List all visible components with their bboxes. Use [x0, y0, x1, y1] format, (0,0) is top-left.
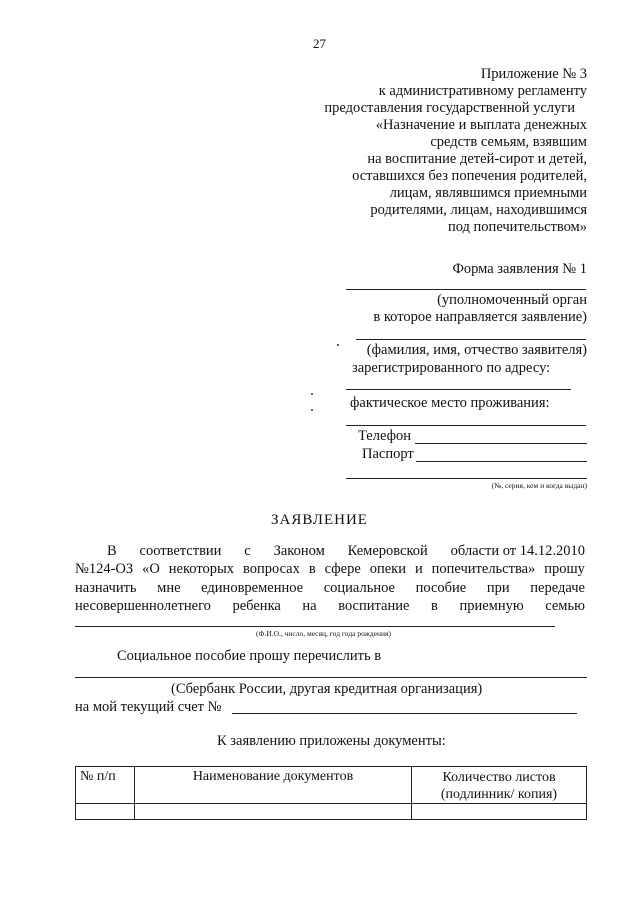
word: пособие: [415, 580, 467, 596]
table-cell[interactable]: [76, 804, 135, 820]
child-info-line[interactable]: [75, 626, 555, 627]
word: в: [431, 598, 438, 614]
word: ребенка: [232, 598, 281, 614]
word: «О: [142, 561, 160, 577]
word: сфере: [324, 561, 361, 577]
word: Кемеровской: [347, 543, 428, 559]
scan-speck: [311, 409, 313, 411]
word: семью: [545, 598, 585, 614]
passport-caption: (№, серия, кем и когда выдан): [491, 481, 587, 490]
appendix-line: родителями, лицам, находившимся: [370, 202, 587, 218]
applicant-caption: (фамилия, имя, отчество заявителя): [366, 342, 587, 358]
bank-field-line[interactable]: [75, 677, 587, 678]
page-number: 27: [313, 36, 326, 51]
form-label: Форма заявления № 1: [452, 261, 587, 277]
body-line-1: [75, 543, 585, 560]
word: попечительства»: [431, 561, 536, 577]
phone-label: Телефон: [358, 428, 411, 444]
child-caption: (Ф.И.О., число, месяц, год года рождения): [256, 629, 391, 638]
col-name-header: Наименование документов: [135, 767, 412, 804]
body-line-2: [75, 561, 585, 578]
actual-residence-line[interactable]: [346, 425, 586, 426]
col-sheets-line-1: Количество листов: [442, 770, 556, 785]
word: вопросах: [242, 561, 300, 577]
appendix-line: Приложение № 3: [480, 66, 587, 82]
appendix-line: к административному регламенту: [378, 83, 587, 99]
document-title: ЗАЯВЛЕНИЕ: [271, 512, 368, 528]
word: в: [308, 561, 316, 577]
appendix-line: «Назначение и выплата денежных: [375, 117, 587, 133]
word: социальное: [323, 580, 395, 596]
appendix-line: средств семьям, взявшим: [430, 134, 587, 150]
authority-caption-1: (уполномоченный орган: [437, 292, 587, 308]
account-number-line[interactable]: [232, 713, 577, 714]
word: назначить: [75, 580, 137, 596]
appendix-line: на воспитание детей-сирот и детей,: [367, 151, 587, 167]
word: при: [486, 580, 510, 596]
appendix-line: лицам, являвшимся приемными: [389, 185, 587, 201]
word: мне: [157, 580, 181, 596]
authority-caption-2: в которое направляется заявление): [373, 309, 587, 325]
col-number-header: № п/п: [76, 767, 135, 804]
col-sheets-line-2: (подлинник/ копия): [440, 787, 558, 802]
word: и: [414, 561, 423, 577]
actual-residence-label: фактическое место проживания:: [350, 395, 550, 411]
word: прошу: [544, 561, 585, 577]
word: №124-ОЗ: [75, 561, 134, 577]
authority-field-line[interactable]: [346, 289, 586, 290]
appendix-line: под попечительством»: [447, 219, 587, 235]
passport-issued-line[interactable]: [346, 478, 587, 479]
word: В: [107, 543, 117, 559]
word: несовершеннолетнего: [75, 598, 211, 614]
documents-heading: К заявлению приложены документы:: [217, 733, 446, 749]
payment-request: Социальное пособие прошу перечислить в: [117, 648, 382, 664]
word: соответствии: [139, 543, 222, 559]
word: опеки: [369, 561, 406, 577]
table-header-row: [76, 767, 587, 804]
documents-table: [75, 766, 587, 820]
appendix-line: предоставления государственной услуги: [324, 100, 575, 116]
word: приемную: [459, 598, 524, 614]
registered-address-line[interactable]: [346, 389, 571, 390]
word: воспитание: [338, 598, 410, 614]
appendix-line: оставшихся без попечения родителей,: [352, 168, 587, 184]
phone-field-line[interactable]: [415, 443, 587, 444]
body-line-4: [75, 598, 585, 615]
body-line-3: [75, 580, 585, 597]
passport-field-line[interactable]: [416, 461, 587, 462]
scan-speck: [311, 393, 313, 395]
table-row[interactable]: [76, 804, 587, 820]
applicant-field-line[interactable]: [356, 339, 586, 340]
table-cell[interactable]: [412, 804, 587, 820]
word: на: [302, 598, 317, 614]
word: с: [244, 543, 251, 559]
registered-label: зарегистрированного по адресу:: [352, 360, 551, 376]
word: некоторых: [168, 561, 234, 577]
bank-caption: (Сбербанк России, другая кредитная организация): [171, 681, 483, 697]
word: единовременное: [201, 580, 304, 596]
scan-speck: [337, 344, 339, 346]
word: области от 14.12.2010: [450, 543, 585, 559]
word: передаче: [530, 580, 585, 596]
word: Законом: [273, 543, 325, 559]
col-sheets-header: [412, 767, 587, 804]
appendix-block: [324, 66, 587, 236]
passport-label: Паспорт: [362, 446, 414, 462]
table-cell[interactable]: [135, 804, 412, 820]
account-label: на мой текущий счет №: [75, 699, 222, 715]
